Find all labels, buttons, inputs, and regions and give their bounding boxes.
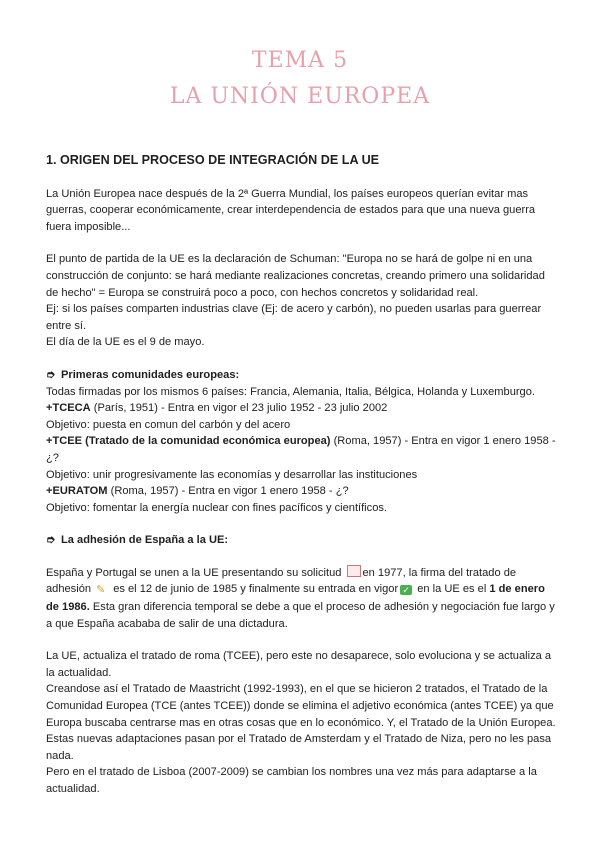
envelope-icon (347, 565, 361, 577)
arrow-icon: ➮ (46, 368, 56, 381)
treaty-line: +EURATOM (Roma, 1957) - Entra en vigor 1 enero 1958 - ¿? (46, 485, 349, 498)
paragraph: Ej: si los países comparten industrias clave (Ej: de acero y carbón), no pueden usarlas para guerrear entre sí. (46, 303, 542, 332)
paragraph: El día de la UE es el 9 de mayo. (46, 336, 205, 349)
treaty-objective: Objetivo: puesta en comun del carbón y del acero (46, 418, 291, 431)
paragraph: Pero en el tratado de Lisboa (2007-2009) se cambian los nombres una vez más para adaptarse a la actualidad. (46, 766, 537, 795)
treaty-objective: Objetivo: fomentar la energía nuclear con fines pacíficos y científicos. (46, 501, 387, 514)
paragraph: Creandose así el Tratado de Maastricht (1992-1993), en el que se hicieron 2 tratados, el Tratado de la Comunidad Europea (TCE (antes TCEE)) donde se elimina el adjetivo económica (antes TCEE) ya que Europa buscaba centrarse mas en otras cosas que en lo económico. Y, el Tratado de la Unión Europea. (46, 683, 556, 729)
paragraph: Todas firmadas por los mismos 6 países: Francia, Alemania, Italia, Bélgica, Holanda y Luxemburgo. (46, 385, 535, 398)
treaty-line: +TCECA (París, 1951) - Entra en vigor el 23 julio 1952 - 23 julio 2002 (46, 402, 388, 415)
paragraph: La Unión Europea nace después de la 2ª Guerra Mundial, los países europeos querían evitar mas guerras, cooperar económicamente, crear interdependencia de estados para que una nueva guerra fuera imposible... (46, 187, 536, 233)
section-heading: 1. ORIGEN DEL PROCESO DE INTEGRACIÓN DE LA UE (46, 153, 380, 167)
title-line-1: TEMA 5 (251, 48, 349, 73)
subheading-communities: ➮ Primeras comunidades europeas: (46, 367, 556, 384)
treaty-line: +TCEE (Tratado de la comunidad económica europea) (Roma, 1957) - Entra en vigor 1 enero 1958 - ¿? (46, 435, 556, 464)
paragraph: Estas nuevas adaptaciones pasan por el Tratado de Amsterdam y el Tratado de Niza, pero no les pasa nada. (46, 733, 552, 762)
pen-icon: ✎ (96, 584, 106, 597)
paragraph-spain-adhesion: España y Portugal se unen a la UE presentando su solicitud en 1977, la firma del tratado de adhesión ✎ es el 12 de junio de 1985 y finalmente su entrada en vigor ✓ en la UE es el 1 de enero de 1986. Esta gran diferencia temporal se debe a que el proceso de adhesión y negociación fue largo y a que España acababa de salir de una dictadura. (46, 566, 555, 630)
subheading-spain: ➮ La adhesión de España a la UE: (46, 532, 556, 549)
document-body (46, 152, 556, 798)
check-icon: ✓ (400, 585, 412, 595)
paragraph: El punto de partida de la UE es la declaración de Schuman: "Europa no se hará de golpe ni en una construcción de conjunto: se hará mediante realizaciones concretas, creando primero una solidaridad de hecho" = Europa se construirá poco a poco, con hechos concretos y solidaridad real. (46, 253, 545, 299)
treaty-objective: Objetivo: unir progresivamente las economías y desarrollar las instituciones (46, 468, 418, 481)
arrow-icon: ➮ (46, 534, 56, 547)
title-line-2: LA UNIÓN EUROPEA (169, 84, 431, 109)
paragraph: La UE, actualiza el tratado de roma (TCEE), pero este no desaparece, solo evoluciona y se actualiza a la actualidad. (46, 650, 552, 679)
